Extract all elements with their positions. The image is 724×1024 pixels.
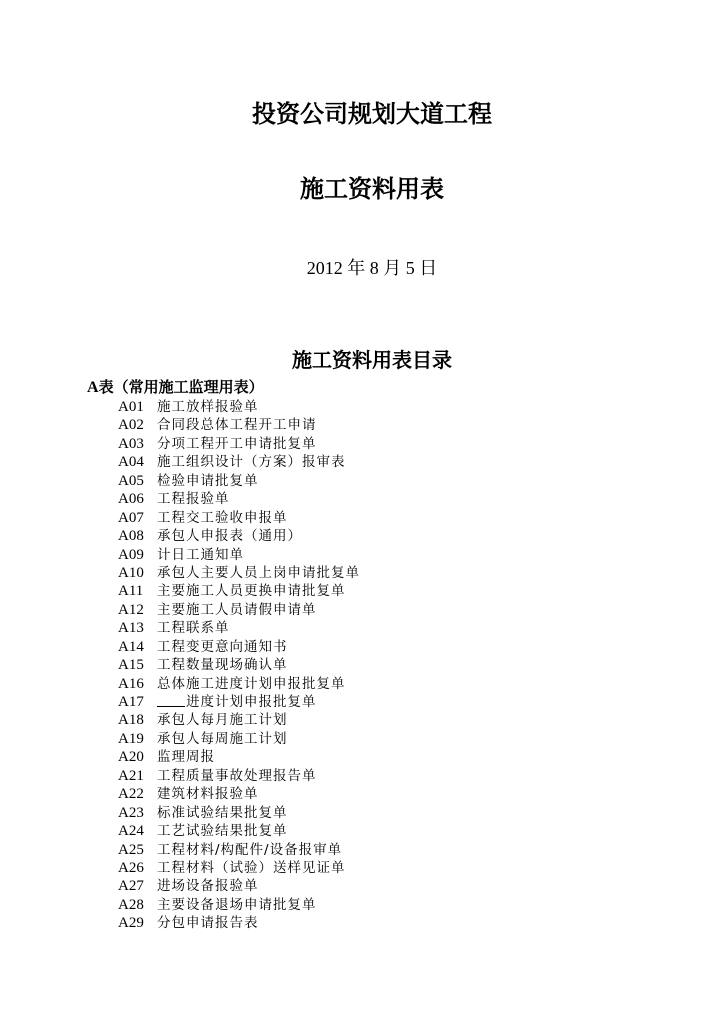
toc-item-name: 工程质量事故处理报告单 (157, 767, 317, 784)
toc-item (118, 619, 360, 637)
toc-item-name: 承包人主要人员上岗申请批复单 (157, 564, 360, 581)
toc-item-code: A21 (118, 767, 144, 784)
toc-item (118, 546, 360, 564)
toc-item-code: A14 (118, 638, 144, 655)
toc-item-name: 工艺试验结果批复单 (157, 823, 288, 840)
toc-item-code: A26 (118, 859, 144, 876)
toc-item-name: 检验申请批复单 (157, 472, 259, 489)
toc-item-name: 计日工通知单 (157, 546, 244, 563)
document-subtitle: 施工资料用表 (300, 175, 444, 203)
toc-item (118, 472, 360, 490)
toc-item (118, 638, 360, 656)
toc-item-code: A18 (118, 712, 144, 729)
toc-item (118, 509, 360, 527)
toc-item-name: 工程报验单 (157, 491, 230, 508)
toc-item-code: A29 (118, 915, 144, 932)
toc-item (118, 730, 360, 748)
toc-item-name: 标准试验结果批复单 (157, 804, 288, 821)
toc-item-code: A08 (118, 528, 144, 545)
toc-item-name: 工程交工验收申报单 (157, 509, 288, 526)
toc-item (118, 675, 360, 693)
toc-item-code: A23 (118, 804, 144, 821)
toc-item (118, 896, 360, 914)
toc-item-name: 工程材料/构配件/设备报审单 (157, 841, 343, 858)
toc-item-name: 施工放样报验单 (157, 399, 259, 415)
section-letter: A (87, 379, 99, 396)
toc-item-name: 进度计划申报批复单 (186, 694, 317, 710)
toc-item-code: A13 (118, 620, 144, 637)
toc-item-name: 工程材料（试验）送样见证单 (157, 859, 346, 876)
toc-item (118, 527, 360, 545)
toc-item-code: A25 (118, 841, 144, 858)
toc-item-name: 工程数量现场确认单 (157, 657, 288, 674)
toc-item-code: A16 (118, 675, 144, 692)
toc-item-code: A12 (118, 601, 144, 618)
toc-item-code: A28 (118, 896, 144, 913)
toc-item (118, 435, 360, 453)
toc-item-code: A06 (118, 491, 144, 508)
toc-item (118, 914, 360, 932)
toc-item-code: A27 (118, 878, 144, 895)
toc-item (118, 656, 360, 674)
toc-item-code: A24 (118, 823, 144, 840)
toc-item-code: A19 (118, 730, 144, 747)
toc-list (118, 398, 360, 933)
toc-item-code: A22 (118, 786, 144, 803)
toc-item-name: 承包人申报表（通用） (157, 528, 302, 545)
toc-item (118, 601, 360, 619)
toc-item (118, 767, 360, 785)
toc-item-code: A10 (118, 564, 144, 581)
toc-item-code: A20 (118, 749, 144, 766)
toc-item-name: 合同段总体工程开工申请 (157, 417, 317, 434)
toc-item (118, 564, 360, 582)
toc-item (118, 841, 360, 859)
toc-item (118, 859, 360, 877)
toc-item (118, 822, 360, 840)
toc-item-code: A17 (118, 694, 144, 710)
toc-item-name: 监理周报 (157, 749, 215, 766)
toc-item-code: A15 (118, 657, 144, 674)
toc-item-name: 工程联系单 (157, 620, 230, 637)
toc-item-name: 工程变更意向通知书 (157, 638, 288, 655)
toc-item (118, 490, 360, 508)
toc-item-code: A03 (118, 435, 144, 452)
toc-item-name: 总体施工进度计划申报批复单 (157, 675, 346, 692)
toc-item-code: A05 (118, 472, 144, 489)
toc-item (118, 877, 360, 895)
toc-item-name: 建筑材料报验单 (157, 786, 259, 803)
toc-item-code: A07 (118, 509, 144, 526)
toc-item-code: A02 (118, 417, 144, 434)
toc-item (118, 785, 360, 803)
toc-item-name: 承包人每月施工计划 (157, 712, 288, 729)
toc-item-name: 分包申请报告表 (157, 915, 259, 932)
document-title: 投资公司规划大道工程 (252, 100, 492, 128)
document-date: 2012 年 8 月 5 日 (306, 258, 438, 278)
toc-item-code: A01 (118, 399, 144, 415)
toc-heading: 施工资料用表目录 (292, 348, 452, 372)
toc-item-name: 承包人每周施工计划 (157, 730, 288, 747)
toc-item-code: A09 (118, 546, 144, 563)
section-label: 表（常用施工监理用表） (98, 378, 264, 396)
toc-item-name: 进场设备报验单 (157, 878, 259, 895)
toc-item-name: 主要设备退场申请批复单 (157, 896, 317, 913)
toc-item (118, 398, 360, 416)
toc-item-code: A04 (118, 454, 144, 471)
toc-item-name: 分项工程开工申请批复单 (157, 435, 317, 452)
toc-item (118, 804, 360, 822)
toc-item-code: A11 (118, 583, 144, 600)
toc-item (118, 748, 360, 766)
fill-in-blank (157, 693, 185, 707)
toc-item (118, 416, 360, 434)
section-heading (87, 378, 264, 397)
toc-item-name: 主要施工人员请假申请单 (157, 601, 317, 618)
toc-item (118, 693, 360, 711)
toc-item (118, 453, 360, 471)
toc-item (118, 582, 360, 600)
toc-item-name: 主要施工人员更换申请批复单 (157, 583, 346, 600)
toc-item (118, 711, 360, 729)
toc-item-name: 施工组织设计（方案）报审表 (157, 454, 346, 471)
